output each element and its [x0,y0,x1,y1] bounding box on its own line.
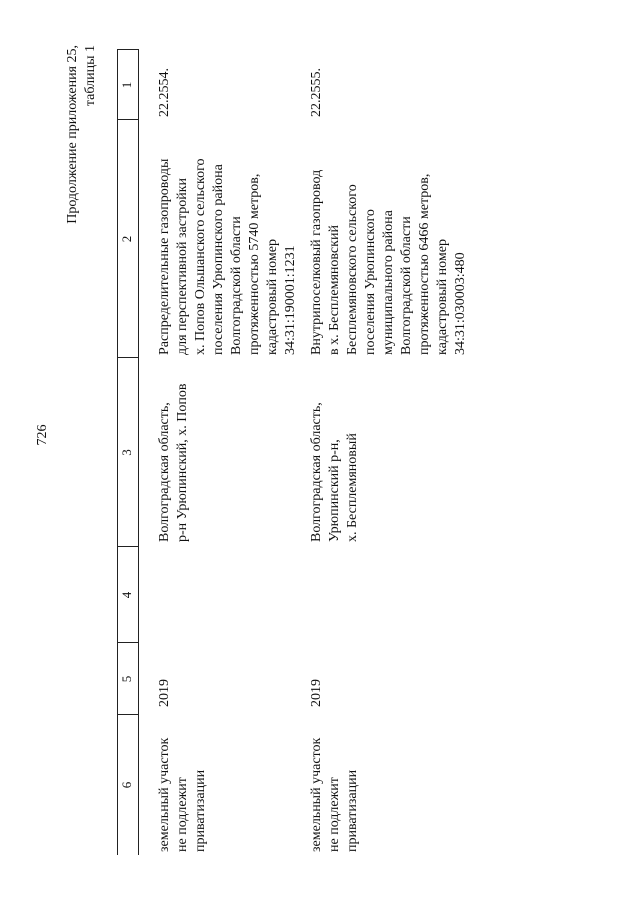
object-address: Волгоградская область, Урюпинский р-н, х. Бесплемяновый [309,402,360,542]
col-header-5: 5 [119,675,134,683]
continuation-line-2: таблицы 1 [83,45,98,107]
col-header-2: 2 [119,235,134,243]
table-top-border [117,50,118,855]
row-number: 22.2554. [157,68,172,117]
col-header-1: 1 [119,81,134,89]
year: 2019 [157,679,172,707]
col-header-6: 6 [119,781,134,789]
privatization-note: земельный участок не подлежит приватизации [309,737,360,852]
object-address: Волгоградская область, р-н Урюпинский, х. Попов [157,383,190,542]
privatization-note: земельный участок не подлежит приватизации [157,737,208,852]
continuation-note [64,45,100,345]
row-number: 22.2555. [309,68,324,117]
table-header-border [138,50,139,855]
year: 2019 [309,679,324,707]
object-description: Распределительные газопроводы для перспективной застройки х. Попов Ольшанского сельского поселения Урюпинского района Волгоградской области протяженностью 5740 метров, кадастровый номер 34:31:190001:1231 [157,158,298,355]
continuation-line-1: Продолжение приложения 25, [65,45,80,224]
object-description: Внутрипоселковый газопровод в х. Бесплемяновский Бесплемяновского сельского поселения Урюпинского муниципального района Волгоградской области протяженностью 6466 метров, кадастровый номер 34:31:030003:480 [309,169,468,355]
col-header-3: 3 [119,449,134,456]
page-number: 726 [35,424,50,446]
col-header-4: 4 [119,591,134,599]
